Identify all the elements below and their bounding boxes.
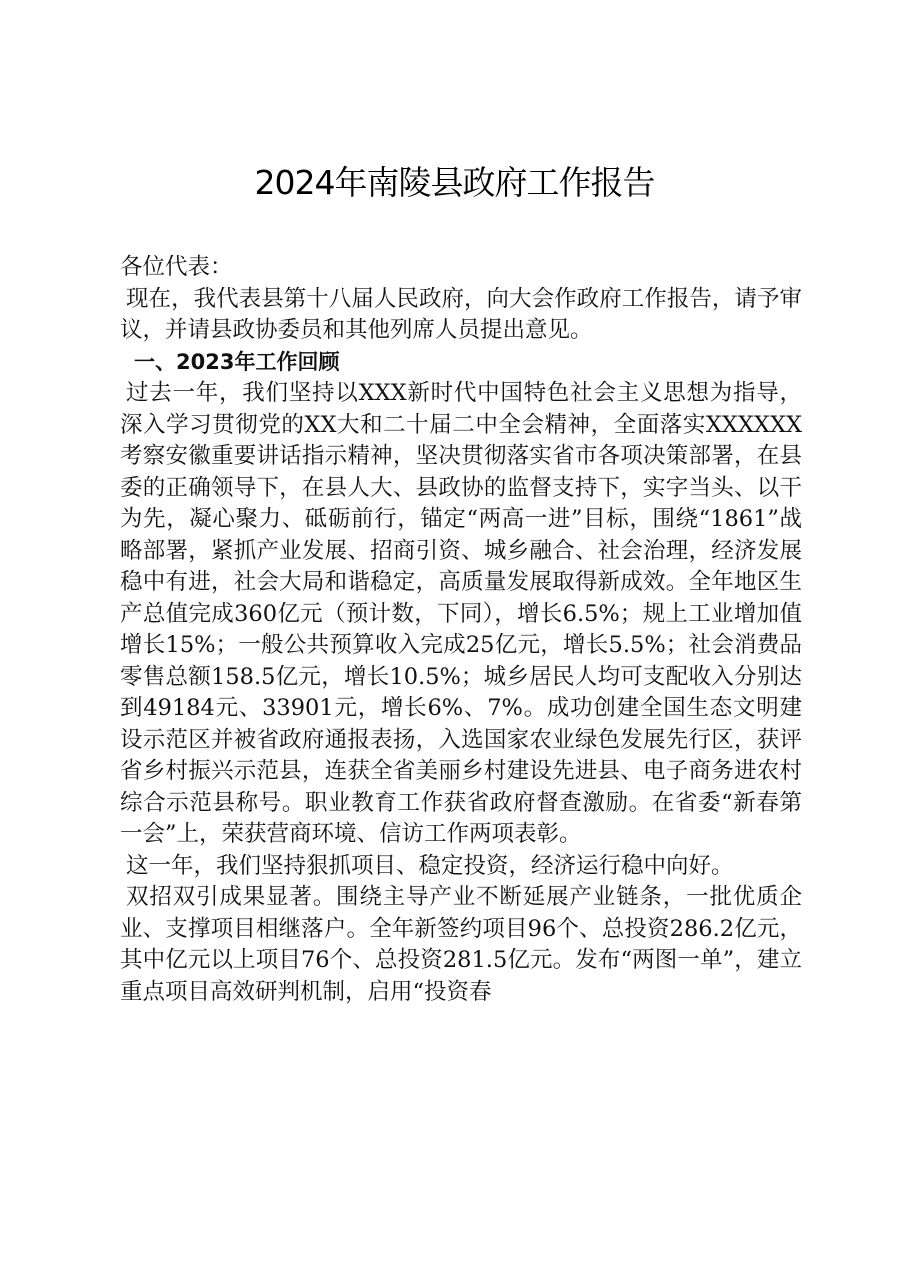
intro-paragraph: 现在，我代表县第十八届人民政府，向大会作政府工作报告，请予审议，并请县政协委员和其他列席人员提出意见。 <box>120 285 802 343</box>
investment-paragraph: 双招双引成果显著。围绕主导产业不断延展产业链条，一批优质企业、支撑项目相继落户。全年新签约项目96个、总投资286.2亿元，其中亿元以上项目76个、总投资281.5亿元。发布“两图一单”，建立重点项目高效研判机制，启用“投资春 <box>120 884 802 1005</box>
document-body <box>120 252 802 1008</box>
salutation: 各位代表： <box>120 254 233 280</box>
section-heading: 一、2023年工作回顾 <box>134 349 340 374</box>
review-paragraph: 过去一年，我们坚持以XXX新时代中国特色社会主义思想为指导，深入学习贯彻党的XX大和二十届二中全会精神，全面落实XXXXXX考察安徽重要讲话指示精神，坚决贯彻落实省市各项决策部署，在县委的正确领导下，在县人大、县政协的监督支持下，实字当头、以干为先，凝心聚力、砥砺前行，锚定“两高一进”目标，围绕“1861”战略部署，紧抓产业发展、招商引资、城乡融合、社会治理，经济发展稳中有进，社会大局和谐稳定，高质量发展取得新成效。全年地区生产总值完成360亿元（预计数，下同），增长6.5%；规上工业增加值增长15%；一般公共预算收入完成25亿元，增长5.5%；社会消费品零售总额158.5亿元，增长10.5%；城乡居民人均可支配收入分别达到49184元、33901元，增长6%、7%。成功创建全国生态文明建设示范区并被省政府通报表扬，入选国家农业绿色发展先行区，获评省乡村振兴示范县，连获全省美丽乡村建设先进县、电子商务进农村综合示范县称号。职业教育工作获省政府督查激励。在省委“新春第一会”上，荣获营商环境、信访工作两项表彰。 <box>120 380 802 847</box>
document-title: 2024年南陵县政府工作报告 <box>254 163 655 202</box>
projects-summary-paragraph: 这一年，我们坚持狠抓项目、稳定投资，经济运行稳中向好。 <box>126 852 734 879</box>
